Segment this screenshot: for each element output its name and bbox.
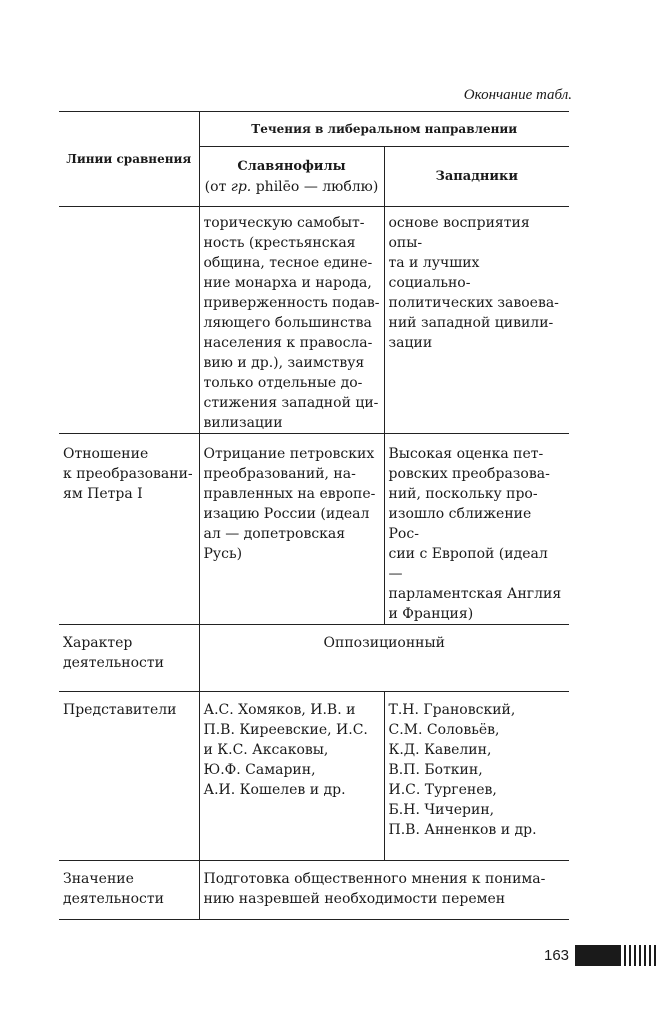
cell-line: ляющего большинства [203, 315, 372, 331]
cell-line: населения к правосла- [203, 335, 373, 351]
cell-line: торическую самобыт- [203, 215, 365, 231]
table-row [59, 692, 569, 861]
label-line: ям Петра I [63, 486, 143, 502]
page-number: 163 [544, 947, 570, 964]
cell-line: приверженность подав- [203, 295, 380, 311]
table-row [59, 207, 569, 434]
cell-line: и Франция) [388, 606, 474, 622]
cell-line: правленных на европе- [203, 486, 376, 502]
etym-prefix: (от [204, 178, 231, 195]
cell-line: ний, поскольку про- [388, 486, 538, 502]
westerners-title: Западники [435, 169, 519, 185]
westerners-cell [384, 434, 569, 625]
slavophiles-etymology [204, 177, 380, 197]
cell-line: и К.С. Аксаковы, [203, 742, 329, 758]
cell-line: Высокая оценка пет- [388, 446, 544, 462]
cell-line: ал — допетровская [203, 526, 346, 542]
cell-line: парламентская Англия [388, 586, 562, 602]
cell-line: Отрицание петровских [203, 446, 375, 462]
merged-cell [199, 861, 569, 920]
cell-line: С.М. Соловьёв, [388, 722, 500, 738]
row-label [59, 625, 199, 692]
cell-line: Ю.Ф. Самарин, [203, 762, 316, 778]
cell-line: преобразований, на- [203, 466, 356, 482]
cell-line: зации [388, 335, 433, 351]
cell-line: изацию России (идеал [203, 506, 370, 522]
cell-line: П.В. Киреевские, И.С. [203, 722, 368, 738]
cell-line: ний западной цивили- [388, 315, 554, 331]
header-slavophiles [199, 147, 384, 207]
merged-cell: Оппозиционный [199, 625, 569, 692]
header-lines-of-comparison: Линии сравнения [66, 152, 192, 166]
cell-line: А.И. Кошелев и др. [203, 782, 346, 798]
cell-line: только отдельные до- [203, 375, 363, 391]
slavophiles-cell [199, 692, 384, 861]
westerners-cell [384, 207, 569, 434]
cell-line: основе восприятия опы- [388, 215, 530, 251]
cell-line: нию назревшей необходимости перемен [203, 891, 506, 907]
header-row-top [59, 112, 569, 147]
label-line: деятельности [63, 891, 164, 907]
cell-line: община, тесное едине- [203, 255, 373, 271]
cell-line: И.С. Тургенев, [388, 782, 497, 798]
table-row [59, 434, 569, 625]
cell-line: В.П. Боткин, [388, 762, 483, 778]
cell-line: ность (крестьянская [203, 235, 356, 251]
cell-line: А.С. Хомяков, И.В. и [203, 702, 356, 718]
cell-line: ние монарха и народа, [203, 275, 372, 291]
etym-rest: philēo — люблю) [251, 178, 379, 195]
label-line: Представители [63, 702, 177, 718]
header-liberal-currents: Течения в либеральном направлении [199, 112, 569, 147]
header-westerners [384, 147, 569, 207]
row-label [59, 434, 199, 625]
cell-line: сии с Европой (идеал — [388, 546, 548, 582]
cell-line: политических завоева- [388, 295, 559, 311]
cell-line: вию и др.), заимствуя [203, 355, 365, 371]
row-label [59, 692, 199, 861]
label-line: Значение [63, 871, 134, 887]
cell-line: П.В. Анненков и др. [388, 822, 537, 838]
cell-line: стижения западной ци- [203, 395, 379, 411]
slavophiles-cell [199, 434, 384, 625]
label-line: Отношение [63, 446, 149, 462]
page-number-decoration [575, 945, 659, 966]
cell-line: вилизации [203, 415, 283, 431]
table-row [59, 625, 569, 692]
row-label [59, 207, 199, 434]
cell-line: Русь) [203, 546, 243, 562]
cell-line: Т.Н. Грановский, [388, 702, 516, 718]
slavophiles-cell [199, 207, 384, 434]
cell-line: та и лучших социально- [388, 255, 480, 291]
continuation-note: Окончание табл. [463, 87, 572, 103]
slavophiles-title: Славянофилы [237, 158, 346, 174]
cell-line: Подготовка общественного мнения к понима- [203, 871, 546, 887]
comparison-table [59, 111, 569, 920]
cell-line: К.Д. Кавелин, [388, 742, 492, 758]
westerners-cell [384, 692, 569, 861]
cell-line: изошло сближение Рос- [388, 506, 532, 542]
cell-line: ровских преобразова- [388, 466, 550, 482]
row-label [59, 861, 199, 920]
label-line: к преобразовани- [63, 466, 193, 482]
label-line: деятельности [63, 655, 164, 671]
etym-abbr: гр. [230, 178, 252, 195]
label-line: Характер [63, 635, 133, 651]
table-row [59, 861, 569, 920]
cell-line: Б.Н. Чичерин, [388, 802, 495, 818]
